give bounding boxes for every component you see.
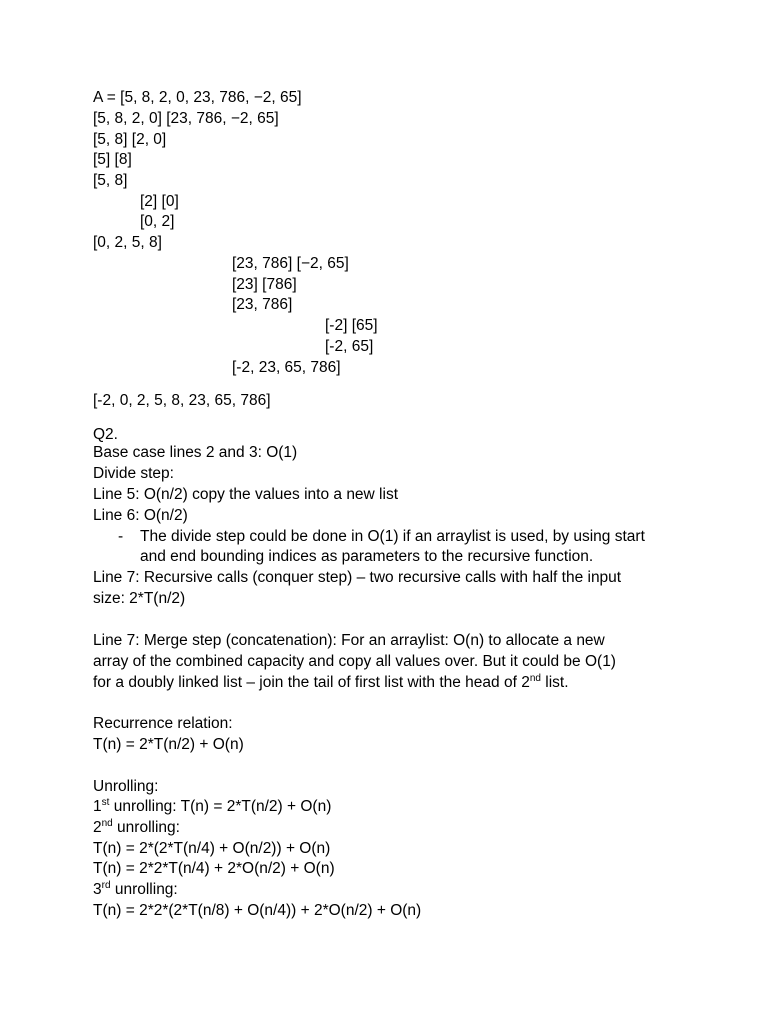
first-unrolling	[93, 797, 331, 817]
line-7-merge-text: Line 7: Merge step (concatenation): For an arraylist: O(n) to allocate a new	[93, 632, 605, 649]
first-unrolling-ordinal: st	[101, 797, 110, 808]
trace-line-split-6: [23] [786]	[232, 276, 297, 293]
second-unrolling-equation-1: T(n) = 2*(2*T(n/4) + O(n/2)) + O(n)	[93, 840, 331, 857]
bullet-dash: -	[118, 528, 124, 545]
trace-line-array: A = [5, 8, 2, 0, 23, 786, −2, 65]	[93, 89, 302, 106]
trace-line-merge-6: [-2, 23, 65, 786]	[232, 359, 341, 376]
line-5-text: Line 5: O(n/2) copy the values into a new list	[93, 486, 398, 503]
base-case-line: Base case lines 2 and 3: O(1)	[93, 444, 298, 461]
second-unrolling-equation-2: T(n) = 2*2*T(n/4) + 2*O(n/2) + O(n)	[93, 860, 335, 877]
second-unrolling-text: unrolling:	[112, 819, 180, 836]
trace-line-merge-4: [23, 786]	[232, 296, 293, 313]
merge-text-tail: list.	[540, 674, 569, 691]
line-7-merge-text-cont: array of the combined capacity and copy all values over. But it could be O(1)	[93, 653, 616, 670]
divide-step-heading: Divide step:	[93, 465, 174, 482]
second-unrolling	[93, 818, 180, 838]
line-7-recursive-text-cont: size: 2*T(n/2)	[93, 590, 186, 607]
trace-line-merge-1: [5, 8]	[93, 172, 128, 189]
line-6-text: Line 6: O(n/2)	[93, 507, 188, 524]
trace-line-split-7: [-2] [65]	[325, 317, 378, 334]
recurrence-heading: Recurrence relation:	[93, 715, 233, 732]
trace-line-merge-2: [0, 2]	[140, 213, 175, 230]
third-unrolling-number: 3	[93, 881, 102, 898]
trace-line-split-2: [5, 8] [2, 0]	[93, 131, 167, 148]
trace-line-split-1: [5, 8, 2, 0] [23, 786, −2, 65]	[93, 110, 279, 127]
second-unrolling-ordinal: nd	[101, 818, 113, 829]
third-unrolling	[93, 880, 178, 900]
merge-text-ordinal: nd	[529, 673, 541, 684]
second-unrolling-number: 2	[93, 819, 102, 836]
third-unrolling-text: unrolling:	[110, 881, 178, 898]
line-7-merge-text-end	[93, 673, 569, 693]
trace-line-merge-5: [-2, 65]	[325, 338, 374, 355]
trace-line-merge-3: [0, 2, 5, 8]	[93, 234, 162, 251]
trace-result: [-2, 0, 2, 5, 8, 23, 65, 786]	[93, 392, 271, 409]
bullet-text-line-1: The divide step could be done in O(1) if an arraylist is used, by using start	[140, 528, 645, 545]
recurrence-equation: T(n) = 2*T(n/2) + O(n)	[93, 736, 244, 753]
q2-heading: Q2.	[93, 426, 118, 443]
third-unrolling-ordinal: rd	[101, 880, 111, 891]
merge-text-main: for a doubly linked list – join the tail of first list with the head of 2	[93, 674, 530, 691]
trace-line-split-4: [2] [0]	[140, 193, 179, 210]
trace-line-split-5: [23, 786] [−2, 65]	[232, 255, 349, 272]
third-unrolling-equation-1: T(n) = 2*2*(2*T(n/8) + O(n/4)) + 2*O(n/2) + O(n)	[93, 902, 422, 919]
first-unrolling-text: unrolling: T(n) = 2*T(n/2) + O(n)	[109, 798, 332, 815]
trace-line-split-3: [5] [8]	[93, 151, 132, 168]
first-unrolling-number: 1	[93, 798, 102, 815]
bullet-text-line-2: and end bounding indices as parameters to the recursive function.	[140, 548, 594, 565]
unrolling-heading: Unrolling:	[93, 778, 159, 795]
line-7-recursive-text: Line 7: Recursive calls (conquer step) – two recursive calls with half the input	[93, 569, 622, 586]
